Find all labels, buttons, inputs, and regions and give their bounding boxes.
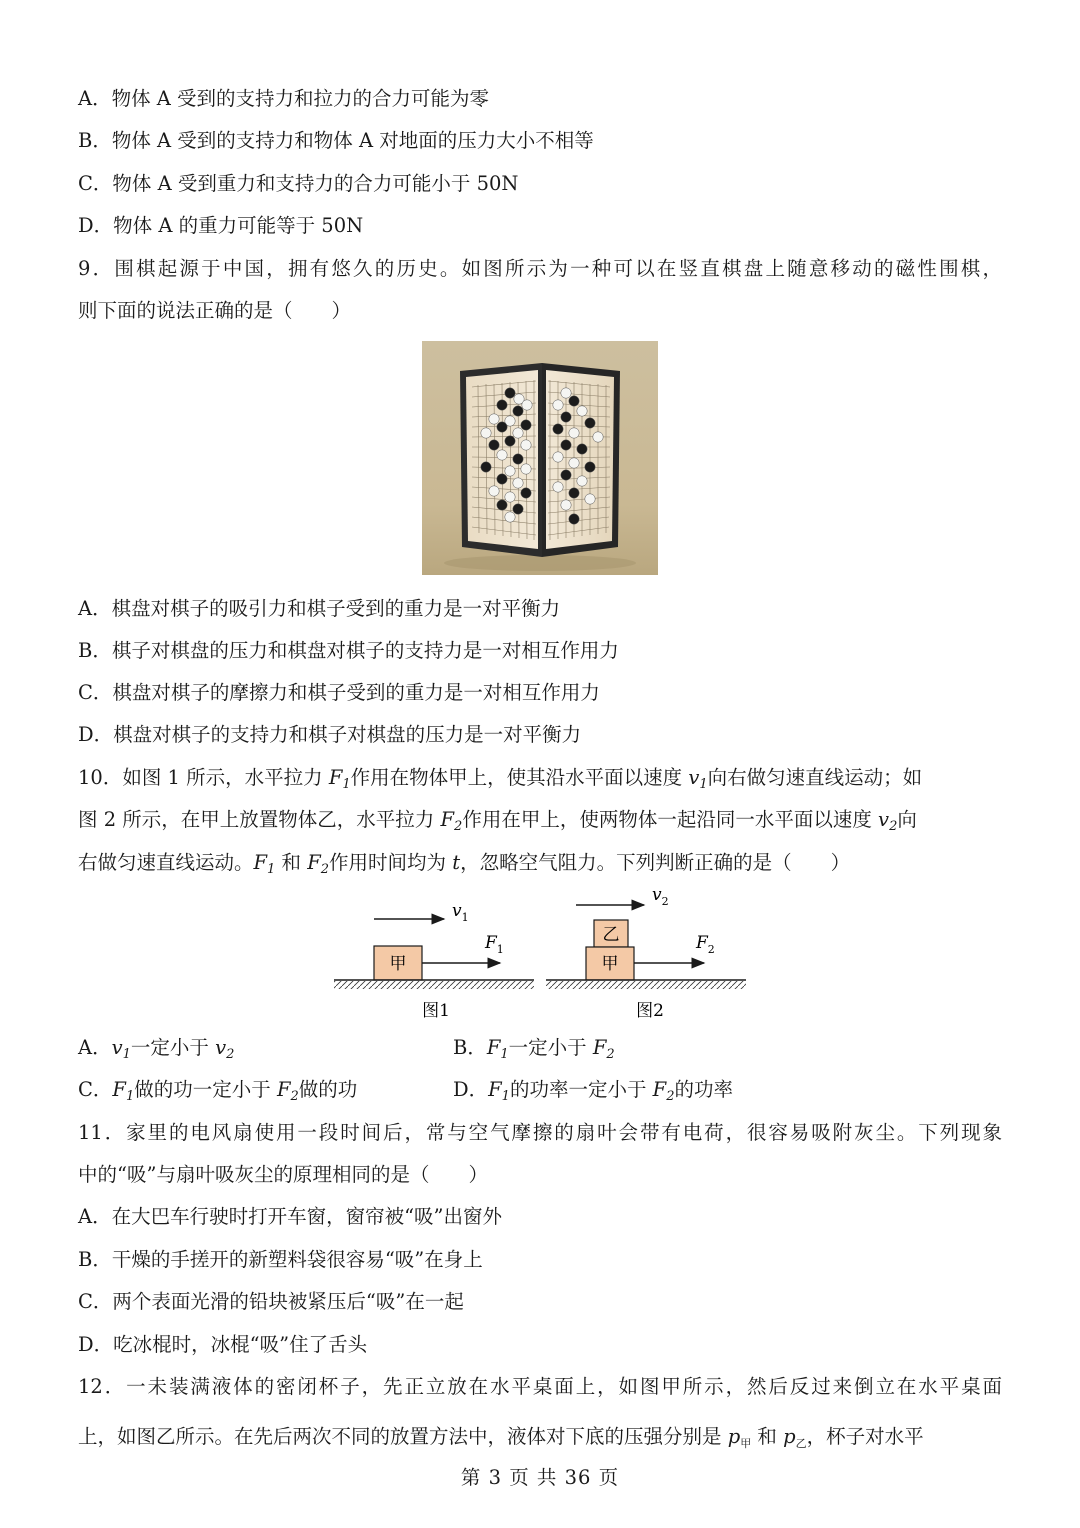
q10-stem-line2: 图 2 所示，在甲上放置物体乙，水平拉力 $F_2$作用在甲上，使两物体一起沿同一水平面以速度 $v_2$向 (78, 808, 917, 834)
block-jia-2-label: 甲 (601, 954, 619, 974)
fig2-f2-label: $F_2$ (696, 933, 715, 956)
q11-option-a: A．在大巴车行驶时打开车窗，窗帘被“吸”出窗外 (78, 1205, 503, 1228)
q11-stem-line2: 中的“吸”与扇叶吸灰尘的原理相同的是（ ） (78, 1163, 488, 1186)
q12-stem-line2: 上，如图乙所示。在先后两次不同的放置方法中，液体对下底的压强分别是 $p_甲$ 和 $p_乙$，杯子对水平 (78, 1425, 924, 1450)
fig1-f1-label: $F_1$ (485, 933, 504, 956)
figure-1 (334, 901, 534, 1021)
fig2-v2-label: $v_2$ (652, 885, 669, 908)
q8-option-d: D．物体 A 的重力可能等于 50N (78, 214, 364, 237)
q12-stem-line1: 12．一未装满液体的密闭杯子，先正立放在水平桌面上，如图甲所示，然后反过来倒立在水平桌面 (78, 1375, 1002, 1398)
fig1-v1-label: $v_1$ (452, 901, 469, 924)
q9-option-c: C．棋盘对棋子的摩擦力和棋子受到的重力是一对相互作用力 (78, 681, 600, 704)
q11-option-b: B．干燥的手搓开的新塑料袋很容易“吸”在身上 (78, 1248, 483, 1271)
q10-stem-line1: 10．如图 1 所示，水平拉力 $F_1$作用在物体甲上，使其沿水平面以速度 $v_1$向右做匀速直线运动；如 (78, 766, 923, 792)
go-board-photo (422, 341, 658, 575)
q10-option-a: A．$v_1$一定小于 $v_2$ (78, 1036, 235, 1062)
q10-option-c: C．$F_1$做的功一定小于 $F_2$做的功 (78, 1078, 358, 1104)
q10-option-b: B．$F_1$一定小于 $F_2$ (453, 1036, 615, 1062)
q11-option-c: C．两个表面光滑的铅块被紧压后“吸”在一起 (78, 1290, 464, 1313)
q9-option-b: B．棋子对棋盘的压力和棋盘对棋子的支持力是一对相互作用力 (78, 639, 619, 662)
q8-option-b: B．物体 A 受到的支持力和物体 A 对地面的压力大小不相等 (78, 129, 594, 152)
figure-1-caption: 图1 (422, 1001, 450, 1021)
q10-stem-line3: 右做匀速直线运动。$F_1$ 和 $F_2$作用时间均为 t，忽略空气阻力。下列判断正确的是（ ） (78, 851, 851, 877)
block-jia-1-label: 甲 (389, 954, 407, 974)
q9-stem-line1: 9．围棋起源于中国，拥有悠久的历史。如图所示为一种可以在竖直棋盘上随意移动的磁性围棋， (78, 257, 1002, 280)
figure-2 (546, 885, 746, 1021)
q9-option-d: D．棋盘对棋子的支持力和棋子对棋盘的压力是一对平衡力 (78, 723, 582, 746)
q8-option-c: C．物体 A 受到重力和支持力的合力可能小于 50N (78, 172, 519, 195)
figure-2-caption: 图2 (636, 1001, 664, 1021)
page-footer: 第 3 页 共 36 页 (460, 1466, 620, 1489)
q11-option-d: D．吃冰棍时，冰棍“吸”住了舌头 (78, 1333, 368, 1356)
q10-figure (330, 884, 750, 1024)
q8-option-a: A．物体 A 受到的支持力和拉力的合力可能为零 (78, 87, 490, 110)
block-yi-label: 乙 (602, 925, 620, 945)
q11-stem-line1: 11．家里的电风扇使用一段时间后，常与空气摩擦的扇叶会带有电荷，很容易吸附灰尘。下列现象 (78, 1121, 1002, 1144)
q10-option-d: D．$F_1$的功率一定小于 $F_2$的功率 (453, 1078, 733, 1104)
q9-stem-line2: 则下面的说法正确的是（ ） (78, 299, 352, 322)
q9-option-a: A．棋盘对棋子的吸引力和棋子受到的重力是一对平衡力 (78, 597, 561, 620)
